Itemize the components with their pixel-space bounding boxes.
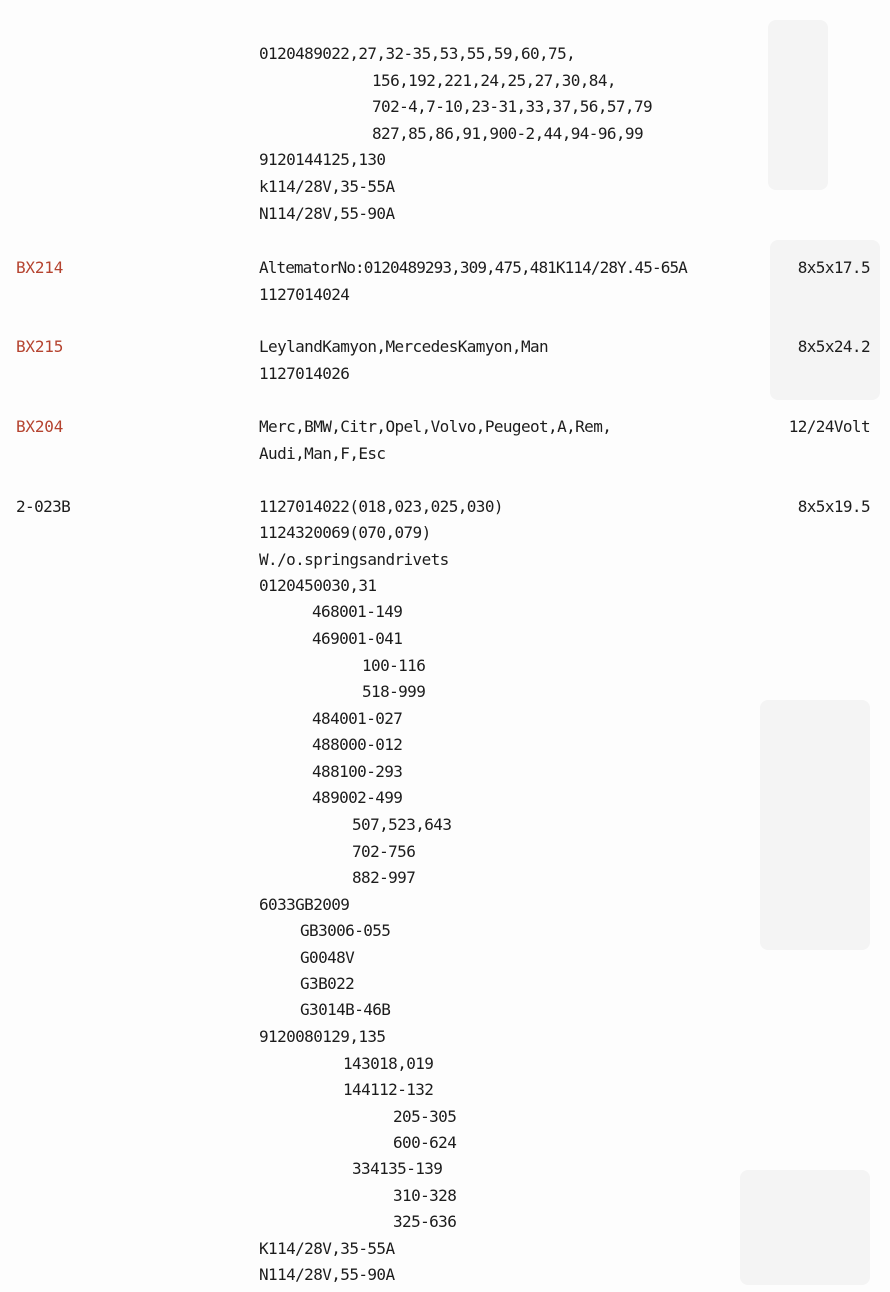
entry-line: 484001-027: [312, 709, 403, 728]
entry-line: 325-636: [393, 1212, 457, 1231]
entry-line: 310-328: [393, 1186, 457, 1205]
show-through-shape: [760, 700, 870, 950]
entry-line: 0120489022,27,32-35,53,55,59,60,75,: [259, 44, 576, 63]
entry-line: 488100-293: [312, 762, 403, 781]
entry-line: 489002-499: [312, 788, 403, 807]
entry-line: Merc,BMW,Citr,Opel,Volvo,Peugeot,A,Rem,: [259, 417, 612, 436]
part-size: 8x5x24.2: [797, 337, 870, 356]
entry-line: 205-305: [393, 1107, 457, 1126]
entry-line: k114/28V,35-55A: [259, 177, 395, 196]
entry-line: 9120144125,130: [259, 150, 386, 169]
part-code: BX214: [16, 258, 64, 277]
entry-line: G3014B-46B: [300, 1000, 391, 1019]
entry-line: N114/28V,55-90A: [259, 1265, 395, 1284]
part-code: 2-023B: [16, 497, 71, 516]
part-size: 12/24Volt: [788, 417, 870, 436]
entry-line: 1127014022(018,023,025,030): [259, 497, 503, 516]
entry-line: 702-756: [352, 842, 416, 861]
entry-line: G3B022: [300, 974, 355, 993]
entry-line: 0120450030,31: [259, 576, 377, 595]
entry-line: N114/28V,55-90A: [259, 204, 395, 223]
entry-line: GB3006-055: [300, 921, 391, 940]
entry-line: Audi,Man,F,Esc: [259, 444, 386, 463]
entry-line: 882-997: [352, 868, 416, 887]
entry-line: 156,192,221,24,25,27,30,84,: [372, 71, 616, 90]
entry-line: AltematorNo:0120489293,309,475,481K114/28Y.45-65A: [259, 258, 687, 277]
entry-line: 488000-012: [312, 735, 403, 754]
part-size: 8x5x17.5: [797, 258, 870, 277]
show-through-shape: [740, 1170, 870, 1285]
entry-line: 1124320069(070,079): [259, 523, 431, 542]
entry-line: 1127014026: [259, 364, 350, 383]
entry-line: 1127014024: [259, 285, 350, 304]
entry-line: 6033GB2009: [259, 895, 350, 914]
part-size: 8x5x19.5: [797, 497, 870, 516]
entry-line: 600-624: [393, 1133, 457, 1152]
entry-line: 9120080129,135: [259, 1027, 386, 1046]
entry-line: 518-999: [362, 682, 426, 701]
part-code: BX204: [16, 417, 64, 436]
entry-line: 469001-041: [312, 629, 403, 648]
entry-line: K114/28V,35-55A: [259, 1239, 395, 1258]
entry-line: 334135-139: [352, 1159, 443, 1178]
entry-line: 702-4,7-10,23-31,33,37,56,57,79: [372, 97, 653, 116]
entry-line: 507,523,643: [352, 815, 452, 834]
entry-line: LeylandKamyon,MercedesKamyon,Man: [259, 337, 549, 356]
entry-line: 827,85,86,91,900-2,44,94-96,99: [372, 124, 643, 143]
entry-line: 143018,019: [343, 1054, 434, 1073]
entry-line: 144112-132: [343, 1080, 434, 1099]
entry-line: G0048V: [300, 948, 355, 967]
part-code: BX215: [16, 337, 64, 356]
entry-line: 468001-149: [312, 602, 403, 621]
show-through-shape: [768, 20, 828, 190]
entry-line: 100-116: [362, 656, 426, 675]
entry-line: W./o.springsandrivets: [259, 550, 449, 569]
